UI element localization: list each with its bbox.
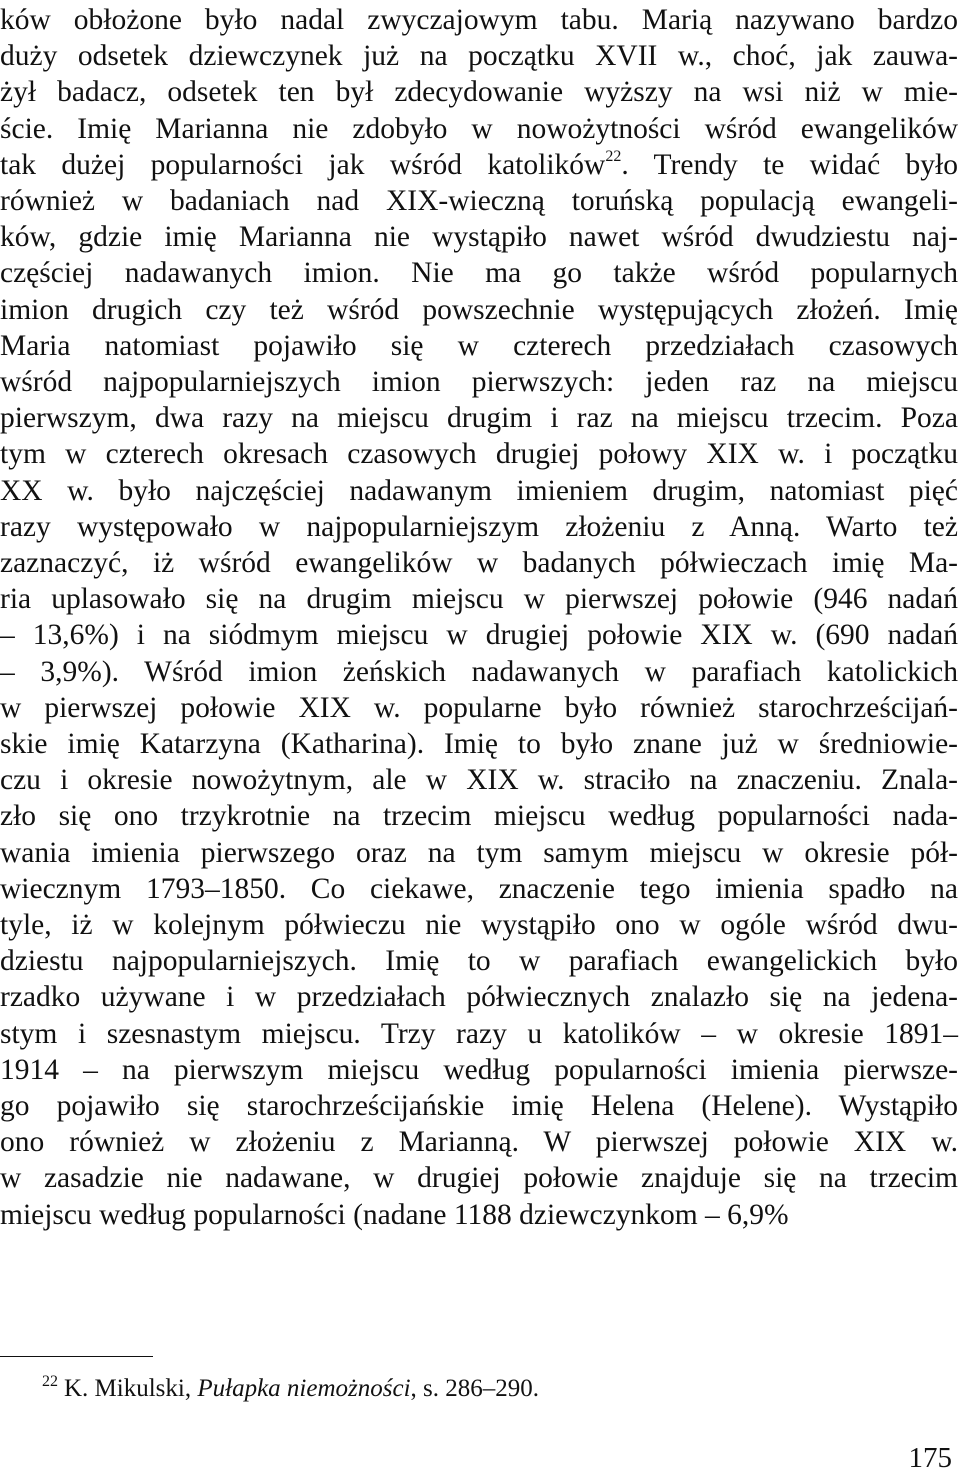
page-number: 175 xyxy=(908,1442,952,1474)
text-line: żył badacz, odsetek ten był zdecydowanie wyższy na wsi niż w mie- xyxy=(0,76,958,109)
text-line: Maria natomiast pojawiło się w czterech przedziałach czasowych xyxy=(0,329,958,362)
text-line: skie imię Katarzyna (Katharina). Imię to było znane już w średniowie- xyxy=(0,728,958,760)
text-line: – 13,6%) i na siódmym miejscu w drugiej połowie XIX w. (690 nadań xyxy=(0,619,958,652)
text-line: w zasadzie nie nadawane, w drugiej połowie znajduje się na trzecim xyxy=(0,1162,958,1195)
text-line: częściej nadawanych imion. Nie ma go także wśród popularnych xyxy=(0,257,958,290)
footnote-title: Pułapka niemożności xyxy=(197,1375,411,1402)
footnote-separator xyxy=(0,1356,153,1357)
text-line: XX w. było najczęściej nadawanym imieniem drugim, natomiast pięć xyxy=(0,474,958,507)
text-line: imion drugich czy też wśród powszechnie występujących złożeń. Imię xyxy=(0,293,958,326)
text-line: stym i szesnastym miejscu. Trzy razy u katolików – w okresie 1891– xyxy=(0,1017,958,1050)
text-line: wśród najpopularniejszych imion pierwszych: jeden raz na miejscu xyxy=(0,366,958,398)
footnote-reference: 22 xyxy=(605,147,622,165)
text-line: wania imienia pierwszego oraz na tym samym miejscu w okresie pół- xyxy=(0,836,958,869)
footnote-author: K. Mikulski, xyxy=(64,1375,192,1402)
text-line: – 3,9%). Wśród imion żeńskich nadawanych w parafiach katolickich xyxy=(0,655,958,688)
text-line: 1914 – na pierwszym miejscu według popularności imienia pierwsze- xyxy=(0,1053,958,1086)
text-line: wiecznym 1793–1850. Co ciekawe, znaczenie tego imienia spadło na xyxy=(0,872,958,905)
text-line: tyle, iż w kolejnym półwieczu nie wystąpiło ono w ogóle wśród dwu- xyxy=(0,909,958,941)
text-line: duży odsetek dziewczynek już na początku XVII w., choć, jak zauwa- xyxy=(0,40,958,73)
text-line: ria uplasowało się na drugim miejscu w pierwszej połowie (946 nadań xyxy=(0,583,958,616)
text-line: ków, gdzie imię Marianna nie wystąpiło nawet wśród dwudziestu naj- xyxy=(0,221,958,254)
text-line: razy występowało w najpopularniejszym złożeniu z Anną. Warto też xyxy=(0,510,958,543)
text-line: zaznaczyć, iż wśród ewangelików w badanych półwieczach imię Ma- xyxy=(0,547,958,579)
text-line: tym w czterech okresach czasowych drugiej połowy XIX w. i początku xyxy=(0,438,958,471)
text-line: pierwszym, dwa razy na miejscu drugim i raz na miejscu trzecim. Poza xyxy=(0,402,958,435)
text-line: miejscu według popularności (nadane 1188 dziewczynkom – 6,9% xyxy=(0,1198,789,1231)
text-line: rzadko używane i w przedziałach półwiecznych znalazło się na jedena- xyxy=(0,981,958,1014)
text-line: ków obłożone było nadal zwyczajowym tabu. Marią nazywano bardzo xyxy=(0,4,958,36)
text-line: czu i okresie nowożytnym, ale w XIX w. straciło na znaczeniu. Znala- xyxy=(0,764,958,797)
text-line: w pierwszej połowie XIX w. popularne było również starochrześcijań- xyxy=(0,691,958,724)
text-line: ście. Imię Marianna nie zdobyło w nowożytności wśród ewangelików xyxy=(0,112,958,145)
footnote-pages: , s. 286–290. xyxy=(410,1375,540,1402)
text-line: dziestu najpopularniejszych. Imię to w parafiach ewangelickich było xyxy=(0,945,958,978)
text-line: zło się ono trzykrotnie na trzecim miejscu według popularności nada- xyxy=(0,800,958,833)
footnote xyxy=(42,1373,539,1408)
footnote-mark: 22 xyxy=(42,1373,58,1390)
text-line: ono również w złożeniu z Marianną. W pierwszej połowie XIX w. xyxy=(0,1126,958,1159)
text-line: tak dużej popularności jak wśród katolików$^{22}$. Trendy te widać było xyxy=(0,147,958,181)
text-line: go pojawiło się starochrześcijańskie imię Helena (Helene). Wystąpiło xyxy=(0,1090,958,1122)
text-line: również w badaniach nad XIX-wieczną toruńską populacją ewangeli- xyxy=(0,185,958,217)
